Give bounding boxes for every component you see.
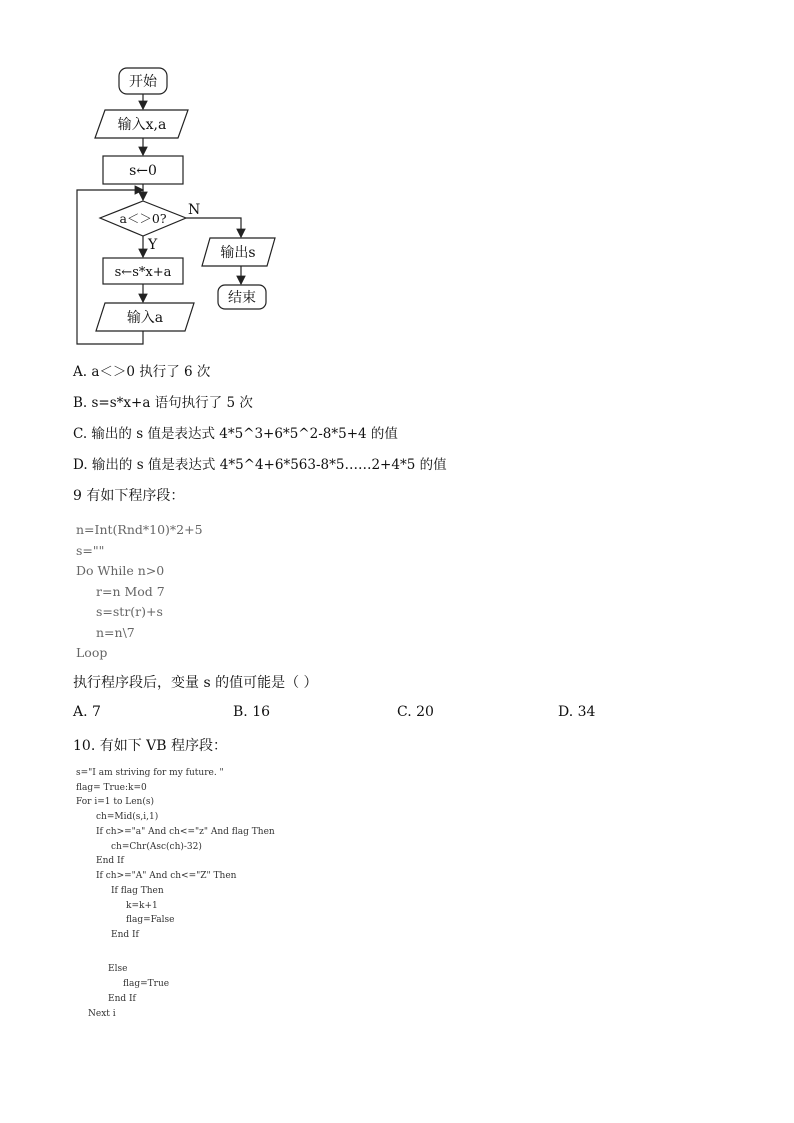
- q10-code-line: For i=1 to Len(s): [76, 797, 154, 807]
- q9-code-line: r=n Mod 7: [96, 584, 165, 599]
- input-xa-label: 输入x,a: [117, 117, 167, 133]
- q10-code-line: s="I am striving for my future. ": [76, 768, 224, 778]
- q10-title: 10. 有如下 VB 程序段：: [73, 738, 228, 754]
- input-a-label: 输入a: [126, 310, 164, 326]
- q9-code-line: n=n\7: [96, 625, 135, 640]
- q9-option-a: A. 7: [73, 704, 101, 720]
- q10-code-line: flag= True:k=0: [76, 783, 147, 793]
- yes-label: Y: [148, 237, 158, 253]
- q10-code-line: Next i: [88, 1009, 116, 1019]
- q9-code-line: Loop: [76, 645, 108, 660]
- q8-option-d: D. 输出的 s 值是表达式 4*5^4+6*563-8*5……2+4*5 的值: [73, 457, 447, 473]
- init-label: s←0: [129, 163, 157, 179]
- flowchart-svg: [70, 62, 290, 347]
- q10-code-line: Else: [108, 964, 128, 974]
- assign-label: s←s*x+a: [114, 265, 172, 280]
- q10-code-line: End If: [108, 994, 136, 1004]
- q10-code-line: If flag Then: [111, 886, 164, 896]
- flowchart: [70, 62, 290, 347]
- no-label: N: [188, 202, 201, 218]
- q10-code-line: ch=Mid(s,i,1): [96, 812, 159, 822]
- q10-code-line: If ch>="a" And ch<="z" And flag Then: [96, 827, 275, 837]
- q9-code-line: s=str(r)+s: [96, 604, 163, 619]
- q10-code-line: ch=Chr(Asc(ch)-32): [111, 842, 202, 852]
- q9-option-d: D. 34: [558, 704, 596, 720]
- q9-option-c: C. 20: [397, 704, 434, 720]
- q10-code-line: flag=True: [123, 979, 170, 989]
- q8-option-c: C. 输出的 s 值是表达式 4*5^3+6*5^2-8*5+4 的值: [73, 426, 398, 442]
- output-label: 输出s: [220, 245, 256, 261]
- q8-option-b: B. s=s*x+a 语句执行了 5 次: [73, 395, 253, 411]
- q10-code-line: k=k+1: [126, 901, 158, 911]
- q9-question: 执行程序段后，变量 s 的值可能是（ ）: [73, 675, 318, 691]
- q9-code-line: Do While n>0: [76, 563, 165, 578]
- start-label: 开始: [129, 74, 157, 90]
- end-label: 结束: [228, 290, 256, 306]
- q9-code-line: s="": [76, 543, 105, 558]
- q8-option-a: A. a＜＞0 执行了 6 次: [73, 364, 211, 380]
- q9-code-line: n=Int(Rnd*10)*2+5: [76, 522, 203, 537]
- q10-code-line: End If: [96, 856, 124, 866]
- q9-option-b: B. 16: [233, 704, 271, 720]
- q10-code-line: End If: [111, 930, 139, 940]
- q10-code-line: If ch>="A" And ch<="Z" Then: [96, 871, 237, 881]
- decision-label: a＜＞0?: [119, 211, 167, 226]
- q9-title: 9 有如下程序段：: [73, 488, 185, 504]
- q10-code-line: flag=False: [126, 915, 175, 925]
